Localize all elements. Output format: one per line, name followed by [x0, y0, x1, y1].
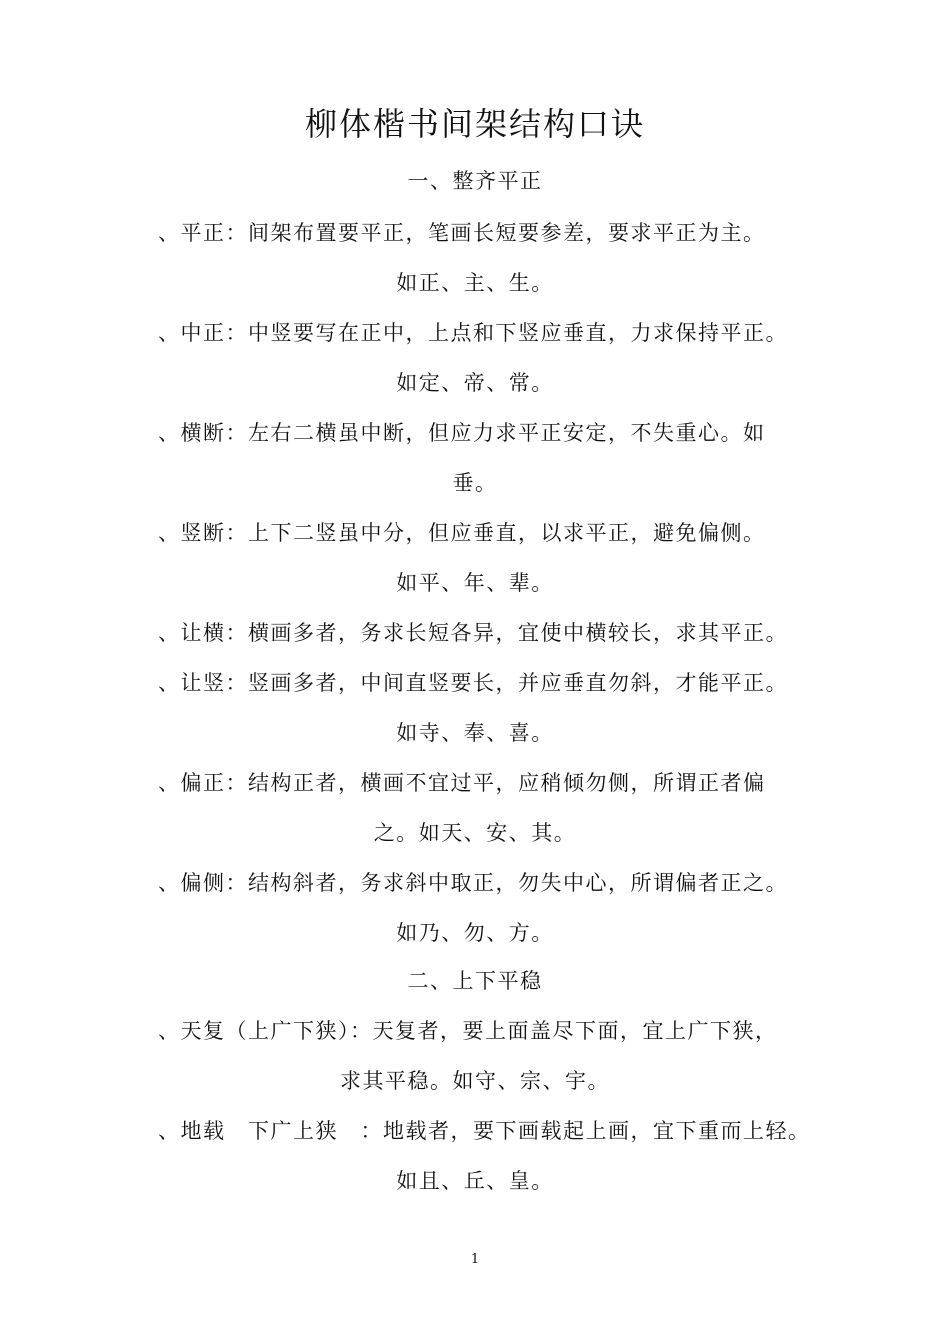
rule-line-pingzheng: 、平正：间架布置要平正，笔画长短要参差，要求平正为主。 [158, 221, 766, 245]
rule-examples-pianzheng: 之。如天、安、其。 [373, 821, 577, 845]
section-heading-2: 二、上下平稳 [407, 969, 543, 993]
rule-line-rangheng: 、让横：横画多者，务求长短各异，宜使中横较长，求其平正。 [158, 621, 788, 645]
rule-line-pianze: 、偏侧：结构斜者，务求斜中取正，勿失中心，所谓偏者正之。 [158, 871, 788, 895]
rule-examples-pingzheng: 如正、主、生。 [396, 271, 554, 295]
rule-examples-hengduan: 垂。 [452, 471, 498, 495]
rule-line-pianzheng: 、偏正：结构正者，横画不宜过平，应稍倾勿侧，所谓正者偏 [158, 771, 766, 795]
rule-examples-pianze: 如乃、勿、方。 [396, 921, 554, 945]
rule-examples-zhongzheng: 如定、帝、常。 [396, 371, 554, 395]
rule-line-dizai: 、地载 下广上狭 ：地载者，要下画载起上画，宜下重而上轻。 [158, 1119, 811, 1143]
rule-line-rangshu: 、让竖：竖画多者，中间直竖要长，并应垂直勿斜，才能平正。 [158, 671, 788, 695]
page-title: 柳体楷书间架结构口诀 [304, 105, 645, 143]
rule-examples-dizai: 如且、丘、皇。 [396, 1169, 554, 1193]
rule-line-tianfu: 、天复（上广下狭）：天复者，要上面盖尽下面，宜上广下狭， [158, 1019, 778, 1043]
rule-line-shuduan: 、竖断：上下二竖虽中分，但应垂直，以求平正，避免偏侧。 [158, 521, 766, 545]
section-heading-1: 一、整齐平正 [407, 169, 543, 193]
rule-examples-shuduan: 如平、年、辈。 [396, 571, 554, 595]
rule-line-hengduan: 、横断：左右二横虽中断，但应力求平正安定，不失重心。如 [158, 421, 766, 445]
rule-examples-rangshu: 如寺、奉、喜。 [396, 721, 554, 745]
rule-examples-tianfu: 求其平稳。如守、宗、宇。 [340, 1069, 610, 1093]
rule-line-zhongzheng: 、中正：中竖要写在正中，上点和下竖应垂直，力求保持平正。 [158, 321, 788, 345]
page-number: 1 [470, 1252, 480, 1267]
